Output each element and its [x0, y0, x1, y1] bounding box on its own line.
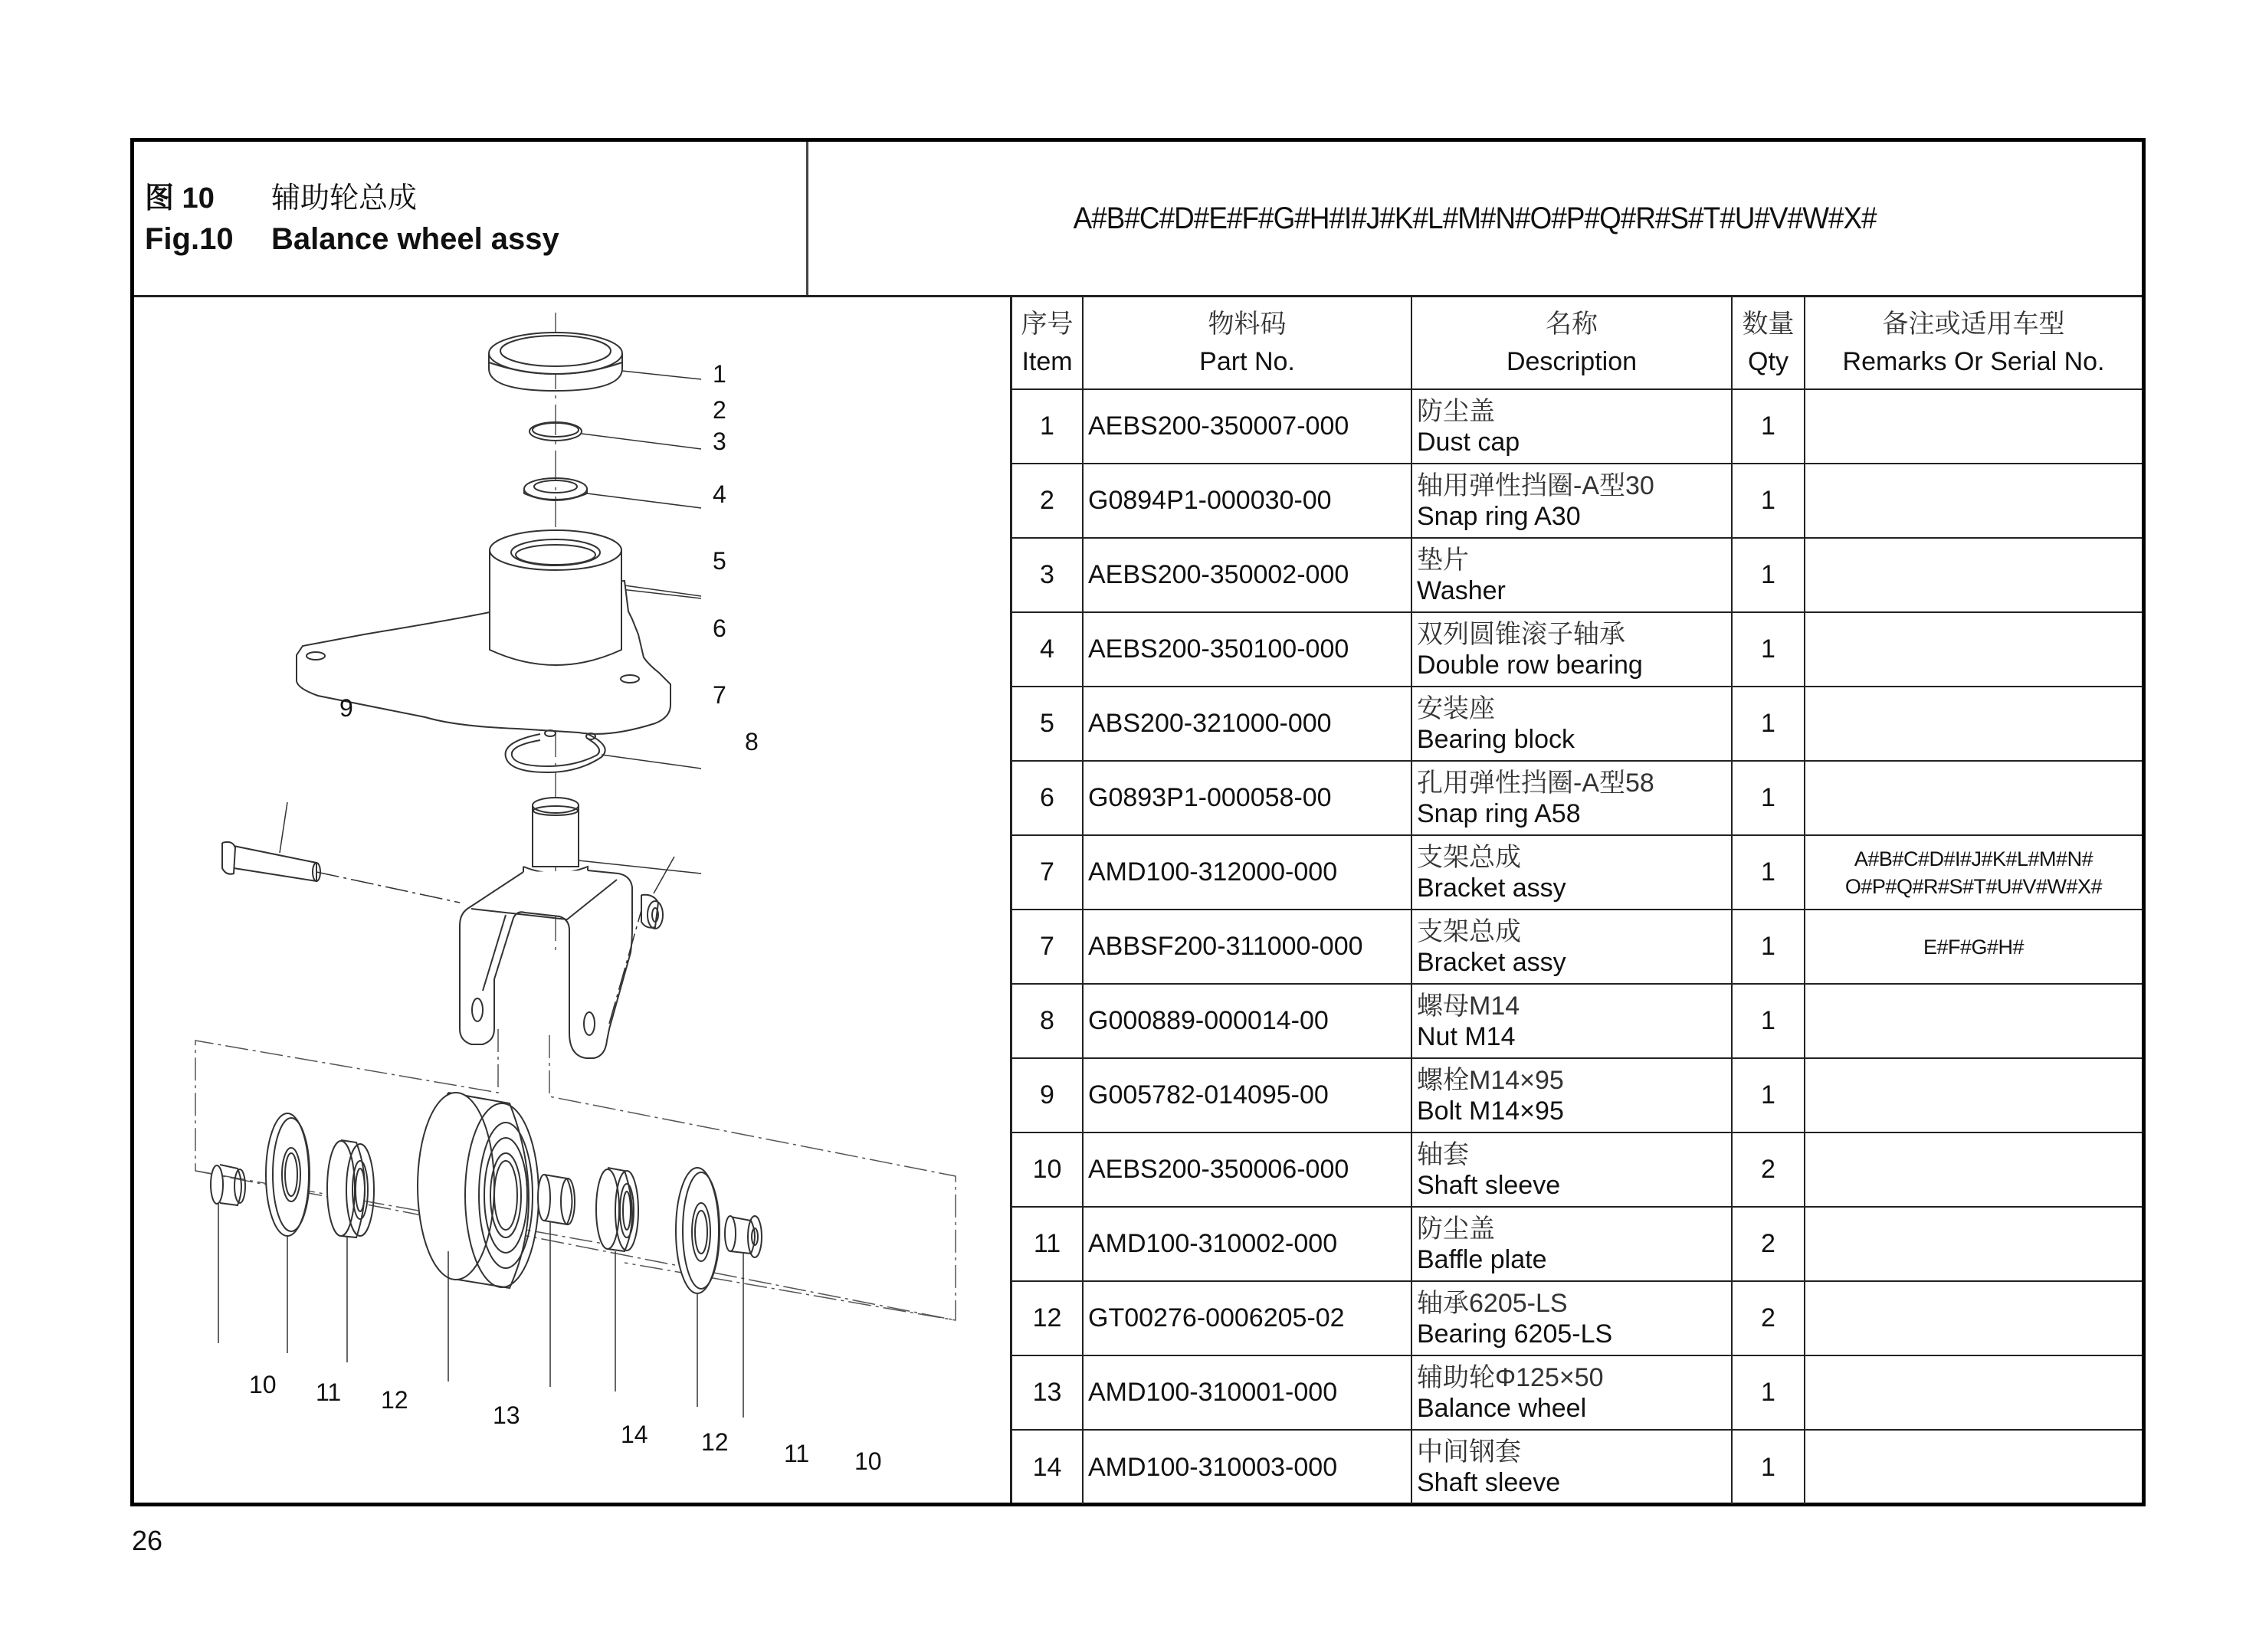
figure-title-block	[134, 142, 808, 295]
callout-1: 1	[713, 360, 726, 388]
part-number: G0893P1-000058-00	[1083, 761, 1411, 835]
quantity: 1	[1732, 687, 1805, 761]
quantity: 1	[1732, 835, 1805, 910]
bolt-m14x95-part	[222, 842, 460, 903]
description	[1411, 1281, 1732, 1355]
description-cn: 孔用弹性挡圈-A型58	[1417, 768, 1654, 798]
remarks	[1805, 1430, 2142, 1504]
description-en: Nut M14	[1417, 1021, 1516, 1051]
quantity: 1	[1732, 1430, 1805, 1504]
table-row	[1012, 1355, 2142, 1430]
remarks	[1805, 761, 2142, 835]
table-row	[1012, 1430, 2142, 1504]
description-cn: 螺母M14	[1417, 991, 1520, 1021]
item-number: 8	[1012, 984, 1083, 1058]
remarks-line-1: A#B#C#D#I#J#K#L#M#N#	[1854, 847, 2093, 870]
part-number: AEBS200-350007-000	[1083, 389, 1411, 464]
figure-number-en: Fig.10	[145, 222, 234, 256]
description-cn: 轴承6205-LS	[1417, 1288, 1568, 1318]
item-number: 13	[1012, 1355, 1083, 1430]
quantity: 2	[1732, 1132, 1805, 1207]
column-header-description: 名称 Description	[1411, 297, 1732, 389]
item-number: 3	[1012, 538, 1083, 612]
remarks	[1805, 835, 2142, 910]
description-cn: 防尘盖	[1417, 396, 1495, 426]
quantity: 1	[1732, 1058, 1805, 1132]
remarks	[1805, 687, 2142, 761]
column-header-item: 序号 Item	[1012, 297, 1083, 389]
description-en: Shaft sleeve	[1417, 1468, 1561, 1497]
remarks	[1805, 1355, 2142, 1430]
item-number: 9	[1012, 1058, 1083, 1132]
baffle-plate-left-part	[266, 1113, 310, 1236]
description	[1411, 910, 1732, 984]
remarks	[1805, 464, 2142, 538]
part-number: GT00276-0006205-02	[1083, 1281, 1411, 1355]
parts-page-frame	[130, 138, 2146, 1506]
remarks	[1805, 984, 2142, 1058]
description	[1411, 464, 1732, 538]
description-cn: 中间钢套	[1417, 1437, 1521, 1467]
quantity: 1	[1732, 984, 1805, 1058]
description	[1411, 984, 1732, 1058]
figure-header	[134, 142, 2142, 297]
page-number: 26	[132, 1525, 163, 1556]
callout-10-left: 10	[249, 1371, 277, 1398]
quantity: 2	[1732, 1207, 1805, 1281]
table-row	[1012, 538, 2142, 612]
quantity: 1	[1732, 389, 1805, 464]
table-row	[1012, 1058, 2142, 1132]
balance-wheel-part	[418, 1093, 539, 1288]
quantity: 1	[1732, 612, 1805, 687]
part-number: AEBS200-350006-000	[1083, 1132, 1411, 1207]
figure-number-cn: 图 10	[145, 182, 215, 215]
description-en: Snap ring A30	[1417, 501, 1581, 531]
table-row	[1012, 761, 2142, 835]
description	[1411, 538, 1732, 612]
description-en: Shaft sleeve	[1417, 1170, 1561, 1200]
part-number: AEBS200-350002-000	[1083, 538, 1411, 612]
applicable-model-codes: A#B#C#D#E#F#G#H#I#J#K#L#M#N#O#P#Q#R#S#T#U#V#W#X#	[1073, 201, 1877, 235]
item-number: 12	[1012, 1281, 1083, 1355]
callout-5: 5	[713, 547, 726, 575]
middle-steel-sleeve-part	[538, 1175, 575, 1224]
callout-6: 6	[713, 615, 726, 642]
callout-12-right: 12	[701, 1428, 729, 1456]
description	[1411, 1058, 1732, 1132]
description-en: Baffle plate	[1417, 1244, 1547, 1274]
column-header-part-no: 物料码 Part No.	[1083, 297, 1411, 389]
callout-11-right: 11	[784, 1440, 810, 1467]
part-number: ABS200-321000-000	[1083, 687, 1411, 761]
table-row	[1012, 835, 2142, 910]
table-header-row	[1012, 297, 2142, 389]
item-number: 4	[1012, 612, 1083, 687]
table-row	[1012, 1281, 2142, 1355]
table-row	[1012, 984, 2142, 1058]
item-number: 5	[1012, 687, 1083, 761]
callout-3: 3	[713, 428, 726, 455]
callout-2: 2	[713, 396, 726, 424]
item-number: 14	[1012, 1430, 1083, 1504]
description	[1411, 687, 1732, 761]
description	[1411, 612, 1732, 687]
table-row	[1012, 464, 2142, 538]
remarks	[1805, 612, 2142, 687]
description-en: Washer	[1417, 575, 1506, 605]
description-en: Bracket assy	[1417, 873, 1566, 903]
quantity: 1	[1732, 761, 1805, 835]
column-header-qty: 数量 Qty	[1732, 297, 1805, 389]
callout-7: 7	[713, 681, 726, 709]
bracket-assy-part	[460, 798, 632, 1058]
table-row	[1012, 687, 2142, 761]
description	[1411, 835, 1732, 910]
part-number: AMD100-310002-000	[1083, 1207, 1411, 1281]
description	[1411, 1355, 1732, 1430]
figure-name-cn: 辅助轮总成	[271, 182, 418, 215]
description-en: Snap ring A58	[1417, 798, 1581, 828]
description-cn: 双列圆锥滚子轴承	[1417, 619, 1625, 649]
description-en: Dust cap	[1417, 427, 1520, 457]
exploded-view-diagram	[134, 297, 1010, 1506]
item-number: 7	[1012, 835, 1083, 910]
baffle-plate-right-part	[676, 1168, 720, 1293]
part-number: AEBS200-350100-000	[1083, 612, 1411, 687]
table-row	[1012, 1207, 2142, 1281]
figure-name-en: Balance wheel assy	[271, 222, 559, 256]
description-cn: 垫片	[1417, 545, 1469, 575]
description-cn: 螺栓M14×95	[1417, 1065, 1564, 1095]
description	[1411, 389, 1732, 464]
description	[1411, 1132, 1732, 1207]
description-cn: 支架总成	[1417, 842, 1521, 872]
quantity: 1	[1732, 538, 1805, 612]
applicable-models-block	[808, 142, 2142, 295]
description-en: Bearing 6205-LS	[1417, 1319, 1613, 1349]
table-row	[1012, 910, 2142, 984]
item-number: 10	[1012, 1132, 1083, 1207]
table-row	[1012, 612, 2142, 687]
remarks	[1805, 1207, 2142, 1281]
callout-4: 4	[713, 480, 726, 508]
shaft-sleeve-left-part	[211, 1165, 245, 1205]
part-number: AMD100-310003-000	[1083, 1430, 1411, 1504]
description	[1411, 1207, 1732, 1281]
callout-8: 8	[745, 728, 759, 756]
item-number: 11	[1012, 1207, 1083, 1281]
description-cn: 轴用弹性挡圈-A型30	[1417, 470, 1654, 500]
figure-title-cn	[145, 174, 417, 216]
remarks-line-2: O#P#Q#R#S#T#U#V#W#X#	[1844, 874, 2103, 898]
callout-11-left: 11	[316, 1378, 342, 1406]
callout-12-left: 12	[381, 1386, 408, 1414]
callout-13: 13	[493, 1401, 520, 1429]
part-number: G0894P1-000030-00	[1083, 464, 1411, 538]
table-row	[1012, 1132, 2142, 1207]
description-cn: 轴套	[1417, 1139, 1469, 1169]
parts-list-table	[1010, 297, 2142, 1503]
remarks	[1805, 1058, 2142, 1132]
description-en: Balance wheel	[1417, 1393, 1587, 1423]
description-cn: 防尘盖	[1417, 1214, 1495, 1244]
callout-9: 9	[339, 694, 353, 722]
quantity: 2	[1732, 1281, 1805, 1355]
description-en: Bearing block	[1417, 724, 1575, 754]
description	[1411, 1430, 1732, 1504]
description-cn: 辅助轮Φ125×50	[1417, 1362, 1604, 1392]
column-header-remarks: 备注或适用车型 Remarks Or Serial No.	[1805, 297, 2142, 389]
item-number: 1	[1012, 389, 1083, 464]
item-number: 2	[1012, 464, 1083, 538]
description-en: Bolt M14×95	[1417, 1096, 1564, 1126]
remarks	[1805, 538, 2142, 612]
part-number: AMD100-312000-000	[1083, 835, 1411, 910]
quantity: 1	[1732, 464, 1805, 538]
description-en: Double row bearing	[1417, 650, 1643, 680]
description-cn: 支架总成	[1417, 916, 1521, 946]
remarks	[1805, 910, 2142, 984]
callout-10-right: 10	[854, 1447, 882, 1475]
quantity: 1	[1732, 1355, 1805, 1430]
remarks-line-1: E#F#G#H#	[1923, 935, 2025, 959]
part-number: AMD100-310001-000	[1083, 1355, 1411, 1430]
shaft-sleeve-right-part	[725, 1216, 762, 1257]
part-number: G005782-014095-00	[1083, 1058, 1411, 1132]
part-number: ABBSF200-311000-000	[1083, 910, 1411, 984]
description-en: Bracket assy	[1417, 947, 1566, 977]
bearing-6205-right-part	[596, 1168, 638, 1251]
table-row	[1012, 389, 2142, 464]
callout-14: 14	[621, 1421, 648, 1448]
quantity: 1	[1732, 910, 1805, 984]
description	[1411, 761, 1732, 835]
item-number: 6	[1012, 761, 1083, 835]
remarks	[1805, 1132, 2142, 1207]
description-cn: 安装座	[1417, 693, 1495, 723]
remarks	[1805, 1281, 2142, 1355]
remarks	[1805, 389, 2142, 464]
bearing-6205-left-part	[327, 1140, 374, 1237]
figure-title-en	[145, 222, 559, 257]
item-number: 7	[1012, 910, 1083, 984]
part-number: G000889-000014-00	[1083, 984, 1411, 1058]
